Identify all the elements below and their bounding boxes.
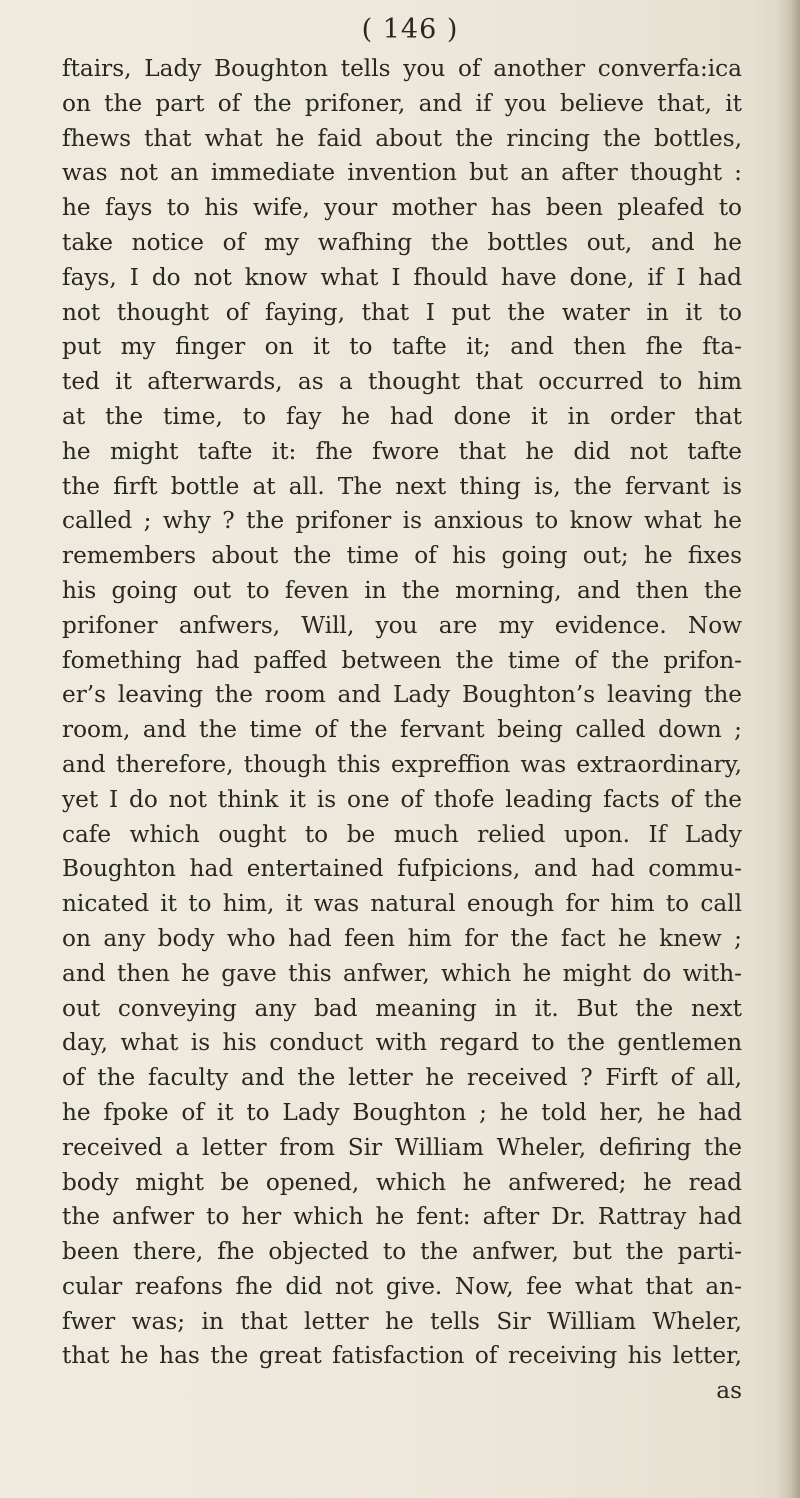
text-line: called ; why ? the prifoner is anxious to know what he (62, 507, 742, 535)
body-text (62, 52, 742, 1409)
text-line: the firft bottle at all. The next thing is, the fervant is (62, 472, 742, 500)
text-line: and therefore, though this expreffion was extraordinary, (62, 750, 742, 778)
text-line: cular reafons fhe did not give. Now, fee what that an- (62, 1272, 742, 1300)
page-edge-shadow (778, 0, 800, 1498)
text-line: day, what is his conduct with regard to the gentlemen (62, 1029, 742, 1057)
text-line: on the part of the prifoner, and if you believe that, it (62, 89, 742, 117)
text-line: was not an immediate invention but an after thought : (62, 159, 742, 187)
text-line: he fays to his wife, your mother has been pleafed to (62, 194, 742, 222)
text-line: prifoner anfwers, Will, you are my evidence. Now (62, 611, 742, 639)
text-line: been there, fhe objected to the anfwer, but the parti- (62, 1238, 742, 1266)
text-line: Boughton had entertained fufpicions, and had commu- (62, 855, 742, 883)
text-line: on any body who had feen him for the fact he knew ; (62, 924, 742, 952)
text-line: put my finger on it to tafte it; and then fhe fta- (62, 333, 742, 361)
text-line: cafe which ought to be much relied upon. If Lady (62, 820, 742, 848)
text-line: remembers about the time of his going out; he fixes (62, 542, 742, 570)
text-line: and then he gave this anfwer, which he might do with- (62, 959, 742, 987)
text-line: his going out to feven in the morning, and then the (62, 576, 742, 604)
catchword: as (716, 1377, 742, 1405)
text-line: fomething had paffed between the time of the prifon- (62, 646, 742, 674)
text-line: fwer was; in that letter he tells Sir William Wheler, (62, 1307, 742, 1335)
text-line: not thought of faying, that I put the water in it to (62, 298, 742, 326)
text-line: that he has the great fatisfaction of receiving his letter, (62, 1342, 742, 1370)
text-line: ted it afterwards, as a thought that occurred to him (62, 368, 742, 396)
text-line: the anfwer to her which he fent: after Dr. Rattray had (62, 1203, 742, 1231)
text-line: fhews that what he faid about the rincing the bottles, (62, 124, 742, 152)
text-line: er’s leaving the room and Lady Boughton’s leaving the (62, 681, 742, 709)
text-line: he might tafte it: fhe fwore that he did not tafte (62, 437, 742, 465)
page-number-header: ( 146 ) (361, 14, 459, 45)
text-line: take notice of my wafhing the bottles out, and he (62, 228, 742, 256)
text-line: nicated it to him, it was natural enough for him to call (62, 890, 742, 918)
text-line: ftairs, Lady Boughton tells you of another converfa:ica (62, 55, 742, 82)
text-line: room, and the time of the fervant being called down ; (62, 716, 742, 744)
text-line: out conveying any bad meaning in it. But the next (62, 994, 742, 1022)
text-line: of the faculty and the letter he received ? Firft of all, (62, 1064, 742, 1092)
text-line: fays, I do not know what I fhould have done, if I had (62, 263, 742, 291)
text-line: he fpoke of it to Lady Boughton ; he told her, he had (62, 1098, 742, 1126)
text-line: received a letter from Sir William Wheler, defiring the (62, 1133, 742, 1161)
text-line: yet I do not think it is one of thofe leading facts of the (62, 785, 742, 813)
text-line: at the time, to fay he had done it in order that (62, 402, 742, 430)
text-line: body might be opened, which he anfwered; he read (62, 1168, 742, 1196)
